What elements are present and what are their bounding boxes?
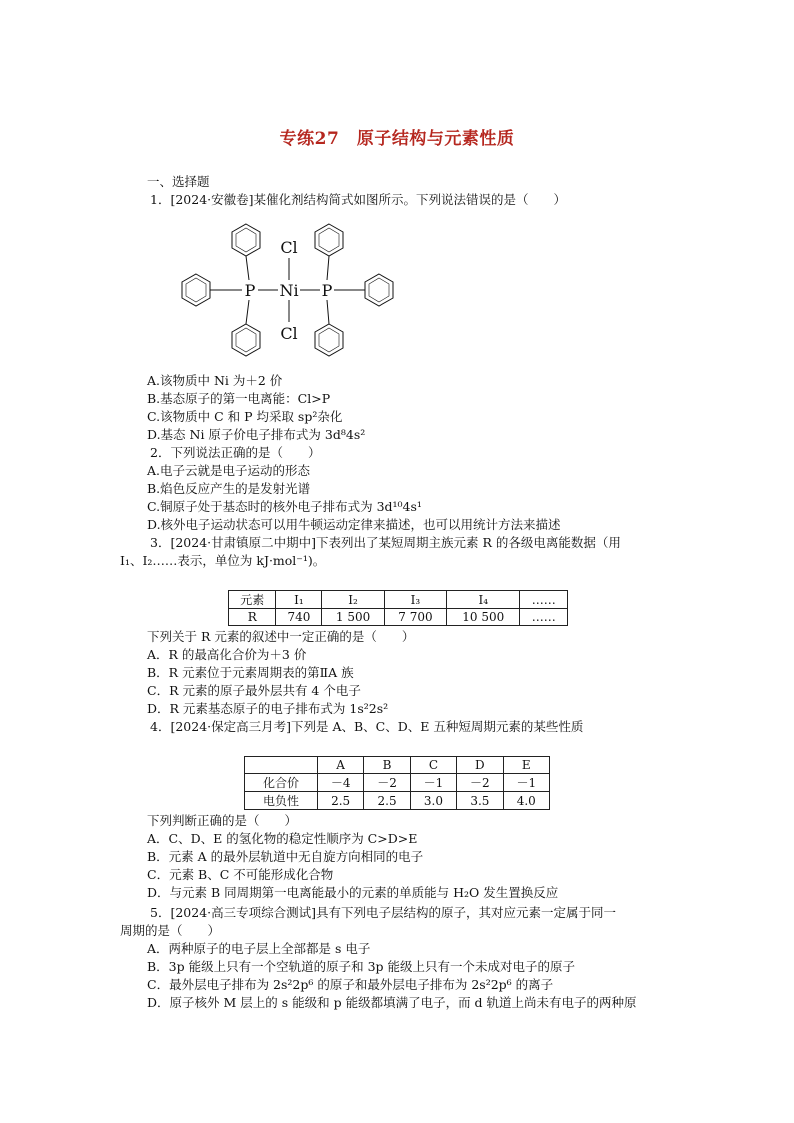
q5-option-d[interactable]: D．原子核外 M 层上的 s 能级和 p 能级都填满了电子，而 d 轨道上尚未有电子的两种原: [147, 995, 637, 1010]
table-cell: A: [317, 757, 363, 774]
q5-option-a[interactable]: A．两种原子的电子层上全部都是 s 电子: [147, 941, 371, 956]
chlorine-top-label: Cl: [280, 238, 298, 257]
table-cell: [245, 757, 318, 774]
q1-option-b[interactable]: B.基态原子的第一电离能：Cl>P: [147, 391, 331, 406]
q3-option-c[interactable]: C．R 元素的原子最外层共有 4 个电子: [147, 683, 361, 698]
q2-option-b[interactable]: B.焰色反应产生的是发射光谱: [147, 481, 311, 496]
table-cell: I₃: [384, 591, 446, 609]
table-cell: 2.5: [317, 792, 363, 810]
q3-option-b[interactable]: B．R 元素位于元素周期表的第ⅡA 族: [147, 665, 354, 680]
q3-option-a[interactable]: A．R 的最高化合价为＋3 价: [147, 647, 307, 662]
table-cell: 化合价: [245, 774, 318, 792]
question-4-stem: 4．[2024·保定高三月考]下列是 A、B、C、D、E 五种短周期元素的某些性质: [150, 719, 584, 734]
table-cell: 10 500: [447, 609, 520, 626]
table-cell: E: [503, 757, 549, 774]
table-cell: －2: [364, 774, 410, 792]
table-cell: I₁: [276, 591, 322, 609]
q4-option-c[interactable]: C．元素 B、C 不可能形成化合物: [147, 867, 334, 882]
q1-option-a[interactable]: A.该物质中 Ni 为＋2 价: [147, 373, 283, 388]
question-5-stem-line1: 5．[2024·高三专项综合测试]具有下列电子层结构的原子，其对应元素一定属于同一: [150, 905, 616, 920]
table-cell: ……: [520, 591, 568, 609]
table-cell: I₄: [447, 591, 520, 609]
q1-option-d[interactable]: D.基态 Ni 原子价电子排布式为 3d⁸4s²: [147, 427, 366, 442]
table-cell: 2.5: [364, 792, 410, 810]
table-cell: 3.5: [457, 792, 503, 810]
q4-option-d[interactable]: D．与元素 B 同周期第一电离能最小的元素的单质能与 H₂O 发生置换反应: [147, 885, 559, 900]
table-cell: －1: [503, 774, 549, 792]
phosphorus-right-label: P: [321, 281, 333, 300]
q2-option-d[interactable]: D.核外电子运动状态可以用牛顿运动定律来描述，也可以用统计方法来描述: [147, 517, 561, 532]
ionization-energy-table: [228, 590, 568, 626]
section-heading: 一、选择题: [147, 174, 210, 189]
question-3-stem-line2: I₁、I₂……表示，单位为 kJ·mol⁻¹)。: [120, 553, 326, 568]
table-cell: 1 500: [322, 609, 384, 626]
table-cell: C: [410, 757, 456, 774]
table-cell: 740: [276, 609, 322, 626]
page-title: 专练27 原子结构与元素性质: [279, 129, 515, 149]
phosphorus-left-label: P: [244, 281, 256, 300]
table-cell: 电负性: [245, 792, 318, 810]
table-cell: －1: [410, 774, 456, 792]
table-header-row: [229, 591, 568, 609]
q2-option-c[interactable]: C.铜原子处于基态时的核外电子排布式为 3d¹⁰4s¹: [147, 499, 422, 514]
table-cell: 3.0: [410, 792, 456, 810]
table-cell: R: [229, 609, 276, 626]
table-header-row: [245, 757, 550, 774]
table-cell: B: [364, 757, 410, 774]
q2-option-a[interactable]: A.电子云就是电子运动的形态: [147, 463, 311, 478]
table-cell: －4: [317, 774, 363, 792]
table-row: [229, 609, 568, 626]
table-cell: 4.0: [503, 792, 549, 810]
question-2-stem: 2．下列说法正确的是（ ）: [150, 445, 321, 460]
question-3-stem-line1: 3．[2024·甘肃镇原二中期中]下表列出了某短周期主族元素 R 的各级电离能数据（用: [150, 535, 621, 550]
table-cell: I₂: [322, 591, 384, 609]
table-cell: 元素: [229, 591, 276, 609]
q5-option-b[interactable]: B．3p 能级上只有一个空轨道的原子和 3p 能级上只有一个未成对电子的原子: [147, 959, 576, 974]
table-cell: －2: [457, 774, 503, 792]
table-row: [245, 792, 550, 810]
question-3-sub-stem: 下列关于 R 元素的叙述中一定正确的是（ ）: [147, 629, 415, 644]
question-4-sub-stem: 下列判断正确的是（ ）: [147, 813, 298, 828]
chlorine-bottom-label: Cl: [280, 324, 298, 343]
table-row: [245, 774, 550, 792]
q1-option-c[interactable]: C.该物质中 C 和 P 均采取 sp²杂化: [147, 409, 343, 424]
question-5-stem-line2: 周期的是（ ）: [120, 923, 221, 938]
table-cell: D: [457, 757, 503, 774]
table-cell: ……: [520, 609, 568, 626]
q3-option-d[interactable]: D．R 元素基态原子的电子排布式为 1s²2s²: [147, 701, 389, 716]
nickel-label: Ni: [279, 281, 299, 300]
table-cell: 7 700: [384, 609, 446, 626]
question-1-stem: 1．[2024·安徽卷]某催化剂结构简式如图所示。下列说法错误的是（ ）: [150, 192, 566, 207]
q4-option-a[interactable]: A．C、D、E 的氢化物的稳定性顺序为 C>D>E: [147, 831, 418, 846]
q5-option-c[interactable]: C．最外层电子排布为 2s²2p⁶ 的原子和最外层电子排布为 2s²2p⁶ 的离子: [147, 977, 554, 992]
q4-option-b[interactable]: B．元素 A 的最外层轨道中无自旋方向相同的电子: [147, 849, 424, 864]
catalyst-structure-diagram: [172, 222, 412, 372]
element-properties-table: [244, 756, 550, 810]
